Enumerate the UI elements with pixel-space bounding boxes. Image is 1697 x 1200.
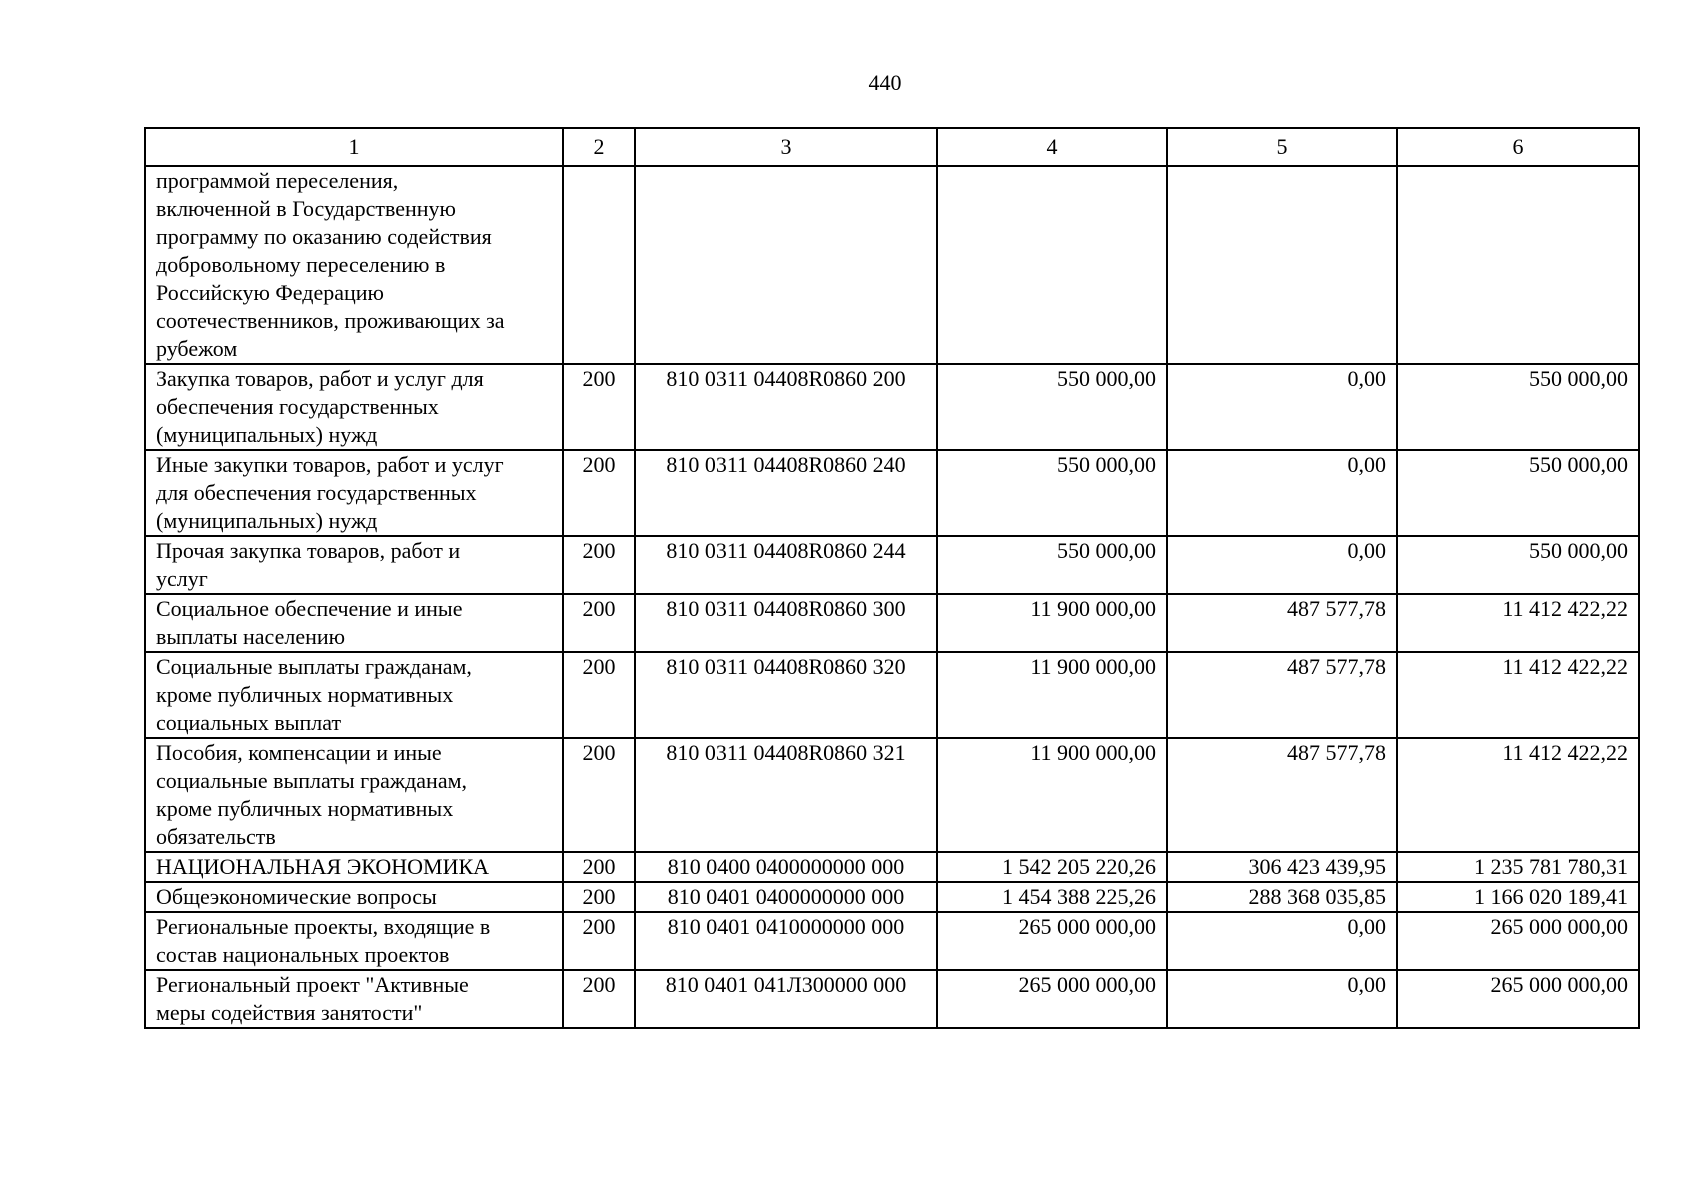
table-row xyxy=(145,652,1639,738)
row-amount-4-cell: 265 000 000,00 xyxy=(937,970,1167,1028)
row-amount-6-cell: 1 235 781 780,31 xyxy=(1397,852,1639,882)
row-code-cell: 200 xyxy=(563,450,635,536)
column-header: 2 xyxy=(563,128,635,166)
row-code-cell: 200 xyxy=(563,594,635,652)
row-amount-6-cell: 1 166 020 189,41 xyxy=(1397,882,1639,912)
row-amount-4-cell: 265 000 000,00 xyxy=(937,912,1167,970)
budget-table xyxy=(144,127,1640,1029)
row-code-cell: 200 xyxy=(563,852,635,882)
row-classifier-cell: 810 0311 04408R0860 300 xyxy=(635,594,937,652)
row-code-cell: 200 xyxy=(563,536,635,594)
row-classifier-cell: 810 0401 0410000000 000 xyxy=(635,912,937,970)
row-classifier-cell: 810 0400 0400000000 000 xyxy=(635,852,937,882)
row-amount-6-cell: 550 000,00 xyxy=(1397,536,1639,594)
row-amount-5-cell: 487 577,78 xyxy=(1167,594,1397,652)
row-classifier-cell: 810 0311 04408R0860 320 xyxy=(635,652,937,738)
row-name-cell: Социальное обеспечение и иные выплаты населению xyxy=(145,594,563,652)
row-name-cell: Пособия, компенсации и иные социальные выплаты гражданам, кроме публичных нормативных обязательств xyxy=(145,738,563,852)
row-code-cell: 200 xyxy=(563,652,635,738)
table-row xyxy=(145,912,1639,970)
row-code-cell: 200 xyxy=(563,364,635,450)
row-classifier-cell xyxy=(635,166,937,364)
row-classifier-cell: 810 0311 04408R0860 240 xyxy=(635,450,937,536)
row-code-cell: 200 xyxy=(563,738,635,852)
row-amount-5-cell: 0,00 xyxy=(1167,970,1397,1028)
row-code-cell: 200 xyxy=(563,970,635,1028)
row-amount-5-cell xyxy=(1167,166,1397,364)
table-row xyxy=(145,882,1639,912)
row-amount-6-cell: 265 000 000,00 xyxy=(1397,912,1639,970)
row-amount-5-cell: 0,00 xyxy=(1167,450,1397,536)
row-amount-6-cell: 550 000,00 xyxy=(1397,450,1639,536)
row-amount-4-cell: 11 900 000,00 xyxy=(937,594,1167,652)
row-name-cell: Иные закупки товаров, работ и услуг для обеспечения государственных (муниципальных) нужд xyxy=(145,450,563,536)
row-name-cell: Региональный проект "Активные меры содействия занятости" xyxy=(145,970,563,1028)
row-classifier-cell: 810 0311 04408R0860 244 xyxy=(635,536,937,594)
table-header-row xyxy=(145,128,1639,166)
column-header: 4 xyxy=(937,128,1167,166)
row-amount-5-cell: 0,00 xyxy=(1167,536,1397,594)
row-amount-5-cell: 0,00 xyxy=(1167,364,1397,450)
table-row xyxy=(145,536,1639,594)
column-header: 1 xyxy=(145,128,563,166)
row-classifier-cell: 810 0401 041Л300000 000 xyxy=(635,970,937,1028)
row-amount-4-cell: 550 000,00 xyxy=(937,450,1167,536)
row-name-cell: Общеэкономические вопросы xyxy=(145,882,563,912)
row-amount-6-cell: 11 412 422,22 xyxy=(1397,652,1639,738)
row-amount-4-cell: 1 542 205 220,26 xyxy=(937,852,1167,882)
column-header: 5 xyxy=(1167,128,1397,166)
row-amount-6-cell: 550 000,00 xyxy=(1397,364,1639,450)
table-body xyxy=(145,166,1639,1028)
row-amount-4-cell: 550 000,00 xyxy=(937,536,1167,594)
row-classifier-cell: 810 0311 04408R0860 200 xyxy=(635,364,937,450)
table-row xyxy=(145,594,1639,652)
row-amount-4-cell: 550 000,00 xyxy=(937,364,1167,450)
row-code-cell: 200 xyxy=(563,912,635,970)
table-row xyxy=(145,738,1639,852)
table-row xyxy=(145,364,1639,450)
column-header: 6 xyxy=(1397,128,1639,166)
row-amount-4-cell: 1 454 388 225,26 xyxy=(937,882,1167,912)
table-row xyxy=(145,852,1639,882)
row-amount-6-cell: 265 000 000,00 xyxy=(1397,970,1639,1028)
page-number: 440 xyxy=(868,70,902,95)
table-row xyxy=(145,166,1639,364)
row-classifier-cell: 810 0401 0400000000 000 xyxy=(635,882,937,912)
row-name-cell: НАЦИОНАЛЬНАЯ ЭКОНОМИКА xyxy=(145,852,563,882)
row-name-cell: Региональные проекты, входящие в состав национальных проектов xyxy=(145,912,563,970)
row-amount-4-cell: 11 900 000,00 xyxy=(937,738,1167,852)
row-name-cell: программой переселения, включенной в Государственную программу по оказанию содействия добровольному переселению в Российскую Федерацию соотечественников, проживающих за рубежом xyxy=(145,166,563,364)
row-amount-5-cell: 487 577,78 xyxy=(1167,652,1397,738)
row-amount-5-cell: 0,00 xyxy=(1167,912,1397,970)
row-amount-4-cell: 11 900 000,00 xyxy=(937,652,1167,738)
row-amount-6-cell xyxy=(1397,166,1639,364)
row-amount-6-cell: 11 412 422,22 xyxy=(1397,738,1639,852)
row-amount-4-cell xyxy=(937,166,1167,364)
row-code-cell: 200 xyxy=(563,882,635,912)
table-row xyxy=(145,450,1639,536)
row-code-cell xyxy=(563,166,635,364)
row-name-cell: Социальные выплаты гражданам, кроме публичных нормативных социальных выплат xyxy=(145,652,563,738)
row-amount-5-cell: 288 368 035,85 xyxy=(1167,882,1397,912)
row-classifier-cell: 810 0311 04408R0860 321 xyxy=(635,738,937,852)
row-amount-5-cell: 487 577,78 xyxy=(1167,738,1397,852)
table-row xyxy=(145,970,1639,1028)
column-header: 3 xyxy=(635,128,937,166)
row-name-cell: Закупка товаров, работ и услуг для обеспечения государственных (муниципальных) нужд xyxy=(145,364,563,450)
row-amount-6-cell: 11 412 422,22 xyxy=(1397,594,1639,652)
row-amount-5-cell: 306 423 439,95 xyxy=(1167,852,1397,882)
row-name-cell: Прочая закупка товаров, работ и услуг xyxy=(145,536,563,594)
